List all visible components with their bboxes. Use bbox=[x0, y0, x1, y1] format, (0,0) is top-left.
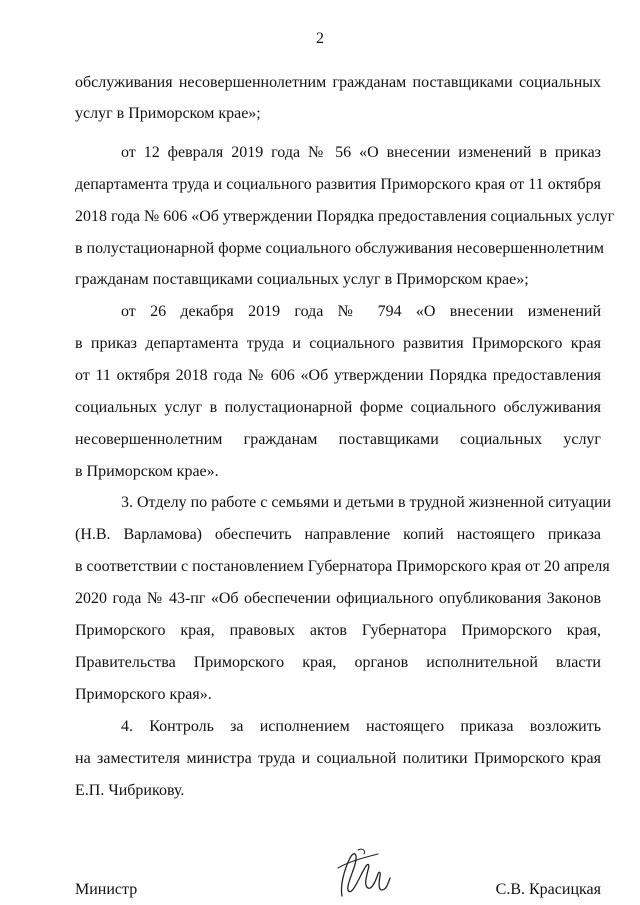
text-line: Приморского края». bbox=[75, 686, 212, 703]
text-line: от 26 декабря 2019 года № 794 «О внесении изменений bbox=[121, 303, 601, 320]
text-line: на заместителя министра труда и социальной политики Приморского края bbox=[75, 750, 601, 767]
text-line: в приказ департамента труда и социального развития Приморского края bbox=[75, 335, 601, 352]
text-line: 2018 года № 606 «Об утверждении Порядка предоставления социальных услуг bbox=[75, 208, 615, 225]
text-line: Правительства Приморского края, органов исполнительной власти bbox=[75, 654, 601, 671]
signatory-title: Министр bbox=[75, 881, 138, 898]
text-line: Е.П. Чибрикову. bbox=[75, 782, 185, 799]
text-line: (Н.В. Варламова) обеспечить направление копий настоящего приказа bbox=[75, 526, 601, 543]
text-line: Приморского края, правовых актов Губернатора Приморского края, bbox=[75, 622, 601, 639]
text-line: 3. Отделу по работе с семьями и детьми в трудной жизненной ситуации bbox=[121, 494, 612, 511]
text-line: от 12 февраля 2019 года № 56 «О внесении изменений в приказ bbox=[121, 144, 601, 161]
text-line: гражданам поставщиками социальных услуг в Приморском крае»; bbox=[75, 271, 529, 288]
text-line: несовершеннолетним гражданам поставщиками социальных услуг bbox=[75, 431, 601, 448]
text-line: обслуживания несовершеннолетним гражданам поставщиками социальных bbox=[75, 74, 601, 91]
text-line: социальных услуг в полустационарной форме социального обслуживания bbox=[75, 399, 601, 416]
signatory-name: С.В. Красицкая bbox=[495, 881, 601, 898]
text-line: 2020 года № 43-пг «Об обеспечении официального опубликования Законов bbox=[75, 590, 601, 607]
text-line: в Приморском крае». bbox=[75, 463, 219, 480]
handwritten-signature bbox=[328, 846, 394, 900]
text-line: от 11 октября 2018 года № 606 «Об утверждении Порядка предоставления bbox=[75, 367, 601, 384]
text-line: в соответствии с постановлением Губернатора Приморского края от 20 апреля bbox=[75, 558, 610, 575]
text-line: департамента труда и социального развития Приморского края от 11 октября bbox=[75, 176, 601, 193]
text-line: услуг в Приморском крае»; bbox=[75, 105, 261, 122]
text-line: 4. Контроль за исполнением настоящего приказа возложить bbox=[121, 718, 601, 735]
page-number: 2 bbox=[316, 30, 324, 47]
text-line: в полустационарной форме социального обслуживания несовершеннолетним bbox=[75, 240, 604, 257]
